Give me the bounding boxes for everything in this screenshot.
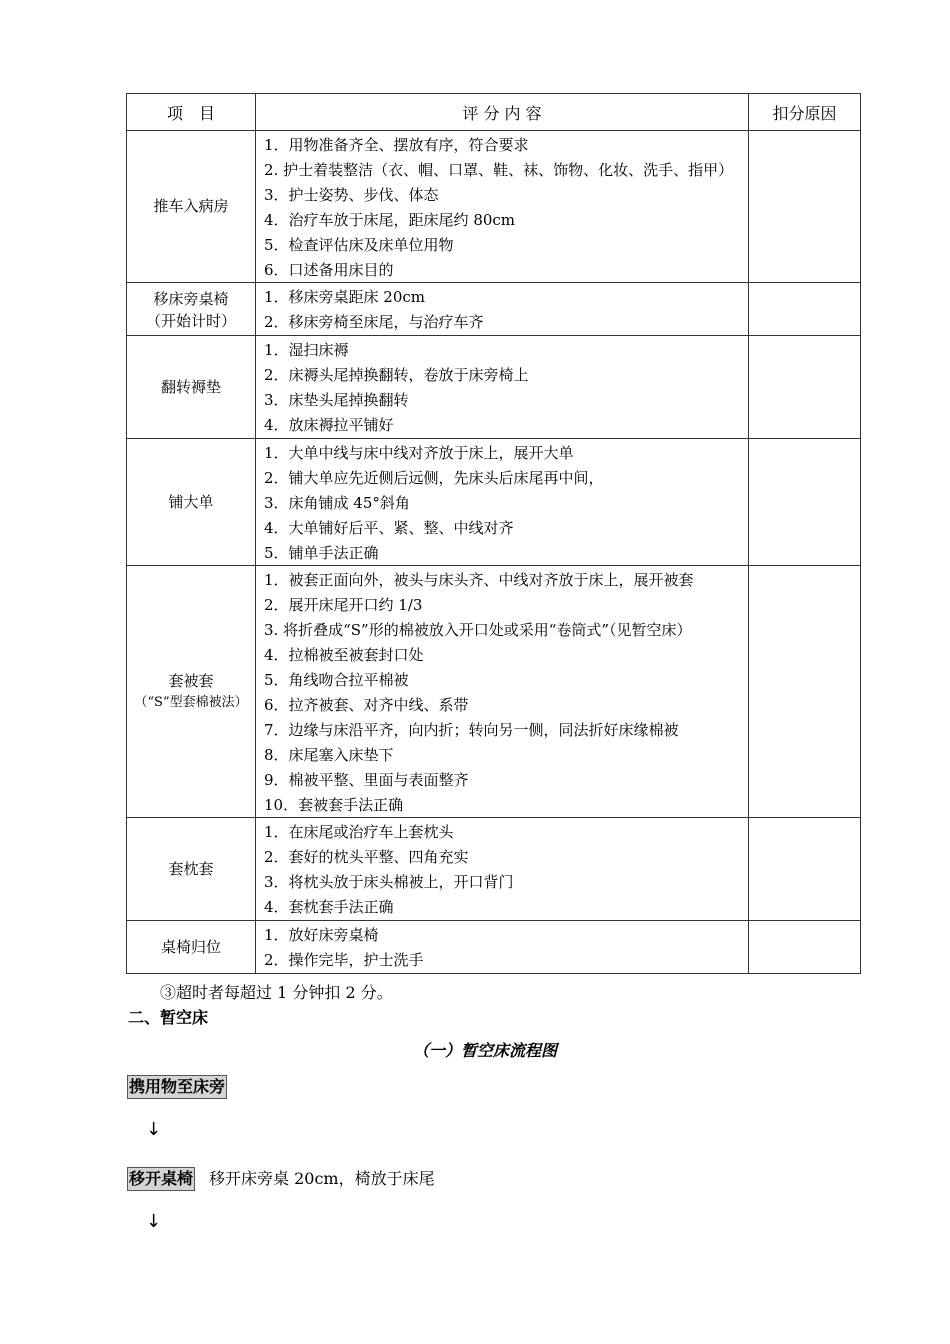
- criteria-item: 7．边缘与床沿平齐，向内折；转向另一侧，同法折好床缘棉被: [264, 720, 679, 739]
- flow-step-2-desc: 移开床旁桌 20cm，椅放于床尾: [209, 1169, 435, 1188]
- row-criteria: [256, 283, 749, 336]
- category-label: 推车入病房: [153, 197, 229, 216]
- section-title: 二、暂空床: [128, 1008, 209, 1027]
- flow-step-1: [127, 1075, 227, 1099]
- table-header-row: [127, 94, 861, 131]
- criteria-item: 2．移床旁椅至床尾，与治疗车齐: [264, 313, 484, 332]
- criteria-item: 4．套枕套手法正确: [264, 898, 394, 917]
- criteria-item: 3．床垫头尾掉换翻转: [264, 391, 409, 410]
- category-label: 套枕套: [168, 859, 214, 878]
- criteria-item: 5．角线吻合拉平棉被: [264, 671, 409, 690]
- flowchart-title: [0, 1040, 950, 1062]
- criteria-item: 3. 将折叠成“S”形的棉被放入开口处或采用“卷筒式”（见暂空床）: [264, 621, 692, 640]
- criteria-item: 1．移床旁桌距床 20cm: [264, 288, 426, 307]
- table-row: [127, 818, 861, 921]
- criteria-item: 6．口述备用床目的: [264, 260, 394, 279]
- row-criteria: [256, 336, 749, 439]
- row-category: [127, 283, 256, 336]
- row-criteria: [256, 921, 749, 974]
- table-row: [127, 283, 861, 336]
- flow-step-2-label: 移开桌椅: [127, 1167, 195, 1191]
- criteria-item: 3．将枕头放于床头棉被上，开口背门: [264, 873, 514, 892]
- table-row: [127, 131, 861, 283]
- criteria-item: 2．床褥头尾掉换翻转，卷放于床旁椅上: [264, 366, 529, 385]
- row-criteria: [256, 818, 749, 921]
- criteria-item: 4．大单铺好后平、紧、整、中线对齐: [264, 518, 514, 537]
- criteria-item: 5．铺单手法正确: [264, 543, 379, 562]
- category-label: 桌椅归位: [160, 937, 221, 956]
- criteria-item: 2．铺大单应先近侧后远侧，先床头后床尾再中间，: [264, 468, 604, 487]
- criteria-item: 1．被套正面向外，被头与床头齐、中线对齐放于床上，展开被套: [264, 571, 694, 590]
- criteria-item: 1．湿扫床褥: [264, 341, 349, 360]
- row-deduction-cell: [749, 921, 861, 974]
- table-body: [127, 131, 861, 974]
- criteria-item: 2．操作完毕，护士洗手: [264, 951, 424, 969]
- flow-step-2: [127, 1167, 435, 1191]
- category-label: 翻转褥垫: [160, 377, 221, 396]
- row-category: [127, 336, 256, 439]
- flow-step-1-label: 携用物至床旁: [127, 1075, 227, 1099]
- criteria-item: 2．展开床尾开口约 1/3: [264, 596, 423, 615]
- flow-arrow-2: ↓: [146, 1211, 162, 1232]
- header-item: 项 目: [127, 94, 256, 131]
- criteria-item: 1．用物准备齐全、摆放有序，符合要求: [264, 136, 529, 154]
- category-label: 套被套: [168, 672, 214, 691]
- criteria-item: 1．在床尾或治疗车上套枕头: [264, 823, 454, 842]
- header-content: 评 分 内 容: [256, 94, 749, 131]
- row-criteria: [256, 566, 749, 818]
- row-criteria: [256, 438, 749, 566]
- criteria-item: 1．放好床旁桌椅: [264, 926, 379, 945]
- scoring-table: [126, 93, 861, 974]
- row-category: [127, 921, 256, 974]
- criteria-item: 4．治疗车放于床尾，距床尾约 80cm: [264, 210, 516, 229]
- criteria-item: 2. 护士着装整洁（衣、帽、口罩、鞋、袜、饰物、化妆、洗手、指甲）: [264, 160, 734, 179]
- criteria-item: 10．套被套手法正确: [264, 795, 404, 814]
- criteria-item: 8．床尾塞入床垫下: [264, 745, 394, 764]
- table-row: [127, 336, 861, 439]
- criteria-item: 6．拉齐被套、对齐中线、系带: [264, 695, 469, 714]
- table-row: [127, 438, 861, 566]
- criteria-item: 4．放床褥拉平铺好: [264, 415, 394, 434]
- row-category: [127, 566, 256, 818]
- flow-arrow-1: ↓: [146, 1119, 162, 1140]
- criteria-item: 5．检查评估床及床单位用物: [264, 235, 454, 254]
- header-deduction: 扣分原因: [749, 94, 861, 131]
- category-label: 移床旁桌椅: [153, 289, 229, 308]
- row-category: [127, 131, 256, 283]
- criteria-item: 4．拉棉被至被套封口处: [264, 646, 424, 665]
- timeout-note: ③超时者每超过 1 分钟扣 2 分。: [160, 983, 393, 1002]
- row-deduction-cell: [749, 283, 861, 336]
- category-label: 铺大单: [168, 492, 214, 511]
- criteria-item: 9．棉被平整、里面与表面整齐: [264, 770, 469, 789]
- row-deduction-cell: [749, 566, 861, 818]
- criteria-item: 1．大单中线与床中线对齐放于床上，展开大单: [264, 443, 574, 462]
- row-criteria: [256, 131, 749, 283]
- row-category: [127, 438, 256, 566]
- table-row: [127, 921, 861, 974]
- row-deduction-cell: [749, 131, 861, 283]
- category-sublabel: （“S”型套棉被法）: [134, 695, 248, 711]
- row-deduction-cell: [749, 438, 861, 566]
- category-sublabel: （开始计时）: [145, 311, 236, 330]
- criteria-item: 2．套好的枕头平整、四角充实: [264, 848, 469, 867]
- criteria-item: 3．护士姿势、步伐、体态: [264, 185, 439, 204]
- row-category: [127, 818, 256, 921]
- row-deduction-cell: [749, 818, 861, 921]
- row-deduction-cell: [749, 336, 861, 439]
- flowchart-title-text: （一）暂空床流程图: [412, 1041, 557, 1060]
- table-row: [127, 566, 861, 818]
- criteria-item: 3．床角铺成 45°斜角: [264, 493, 410, 512]
